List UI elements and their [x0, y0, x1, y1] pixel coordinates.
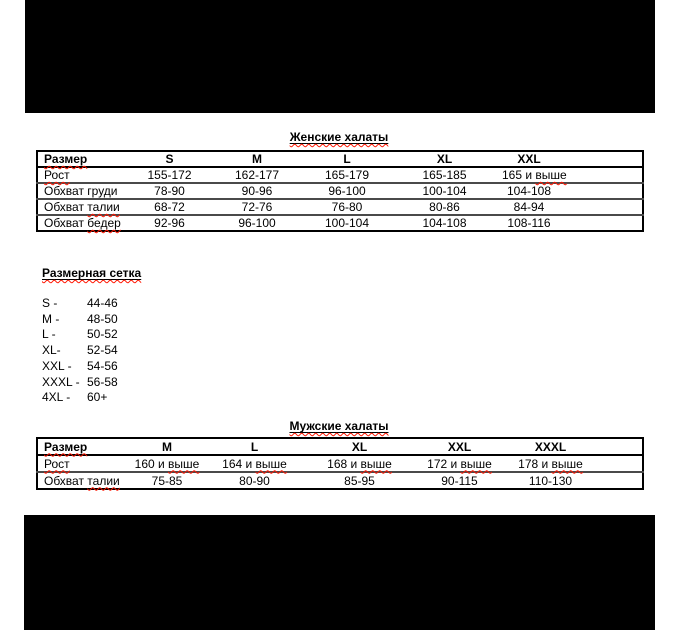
- size-grid-item: XXL - 54-56: [42, 358, 118, 373]
- row-label-cell: Рост: [37, 167, 132, 183]
- row-label-cell: Рост: [37, 455, 127, 472]
- table-cell: 96-100: [307, 183, 387, 199]
- table-cell: 76-80: [307, 199, 387, 215]
- header-cell: S: [165, 152, 174, 166]
- header-cell: M: [252, 152, 262, 166]
- table-cell: 104-108: [387, 215, 502, 231]
- men-table-title: [36, 419, 642, 434]
- women-sizes-table: [36, 150, 644, 232]
- men-table-title-text: Мужские халаты: [289, 419, 389, 433]
- size-grid-item: 4XL - 60+: [42, 390, 108, 405]
- table-cell: 78-90: [132, 183, 207, 199]
- table-cell: 75-85: [127, 472, 207, 489]
- header-cell: Размер: [44, 439, 88, 454]
- header-cell: L: [250, 439, 259, 454]
- table-row: [37, 472, 643, 489]
- table-cell: 80-90: [207, 472, 302, 489]
- table-row: [37, 199, 643, 215]
- table-cell: 68-72: [132, 199, 207, 215]
- table-cell: 104-108: [502, 183, 643, 199]
- table-cell: 100-104: [387, 183, 502, 199]
- row-label-cell: Обхват груди: [37, 183, 132, 199]
- header-cell: Размер: [44, 152, 88, 166]
- size-grid-title-text: Размерная сетка: [42, 266, 142, 280]
- table-cell: 178 и выше: [502, 455, 643, 472]
- table-cell: 164 и выше: [207, 455, 302, 472]
- table-cell: 108-116: [502, 215, 643, 231]
- size-grid-item: L - 50-52: [42, 327, 118, 342]
- size-grid-list: [42, 296, 118, 406]
- table-header-row: [37, 438, 643, 455]
- header-cell: L: [343, 152, 351, 166]
- size-grid-item: M - 48-50: [42, 311, 118, 326]
- table-cell: 165 и выше: [502, 167, 643, 183]
- table-cell: 165-185: [387, 167, 502, 183]
- women-table-title-text: Женские халаты: [289, 130, 389, 144]
- header-cell: XXL: [447, 439, 472, 454]
- table-cell: 85-95: [302, 472, 417, 489]
- header-cell: XXXL: [534, 439, 567, 454]
- row-label-cell: Обхват талии: [37, 472, 127, 489]
- table-cell: 110-130: [502, 472, 643, 489]
- women-table-title: [36, 130, 642, 145]
- table-cell: 96-100: [207, 215, 307, 231]
- table-header-row: [37, 151, 643, 167]
- table-cell: 90-115: [417, 472, 502, 489]
- redacted-image-top: [25, 0, 655, 113]
- header-cell: M: [162, 439, 172, 454]
- row-label-cell: Обхват талии: [37, 199, 132, 215]
- size-grid-item: XXXL - 56-58: [42, 374, 118, 389]
- table-cell: 72-76: [207, 199, 307, 215]
- table-row: [37, 455, 643, 472]
- header-cell: XL: [436, 152, 453, 166]
- redacted-image-bottom: [24, 515, 655, 630]
- header-cell: XXL: [517, 152, 541, 166]
- table-cell: 90-96: [207, 183, 307, 199]
- table-row: [37, 167, 643, 183]
- table-row: [37, 183, 643, 199]
- size-grid-title: [42, 266, 141, 281]
- table-cell: 160 и выше: [127, 455, 207, 472]
- size-grid-item: S - 44-46: [42, 296, 118, 310]
- table-cell: 155-172: [132, 167, 207, 183]
- table-cell: 165-179: [307, 167, 387, 183]
- table-row: [37, 215, 643, 231]
- table-cell: 80-86: [387, 199, 502, 215]
- table-cell: 172 и выше: [417, 455, 502, 472]
- table-cell: 168 и выше: [302, 455, 417, 472]
- table-cell: 92-96: [132, 215, 207, 231]
- table-cell: 84-94: [502, 199, 643, 215]
- table-cell: 162-177: [207, 167, 307, 183]
- header-cell: XL: [351, 439, 368, 454]
- table-cell: 100-104: [307, 215, 387, 231]
- size-grid-item: XL- 52-54: [42, 343, 118, 358]
- men-sizes-table: [36, 437, 644, 490]
- row-label-cell: Обхват бедер: [37, 215, 132, 231]
